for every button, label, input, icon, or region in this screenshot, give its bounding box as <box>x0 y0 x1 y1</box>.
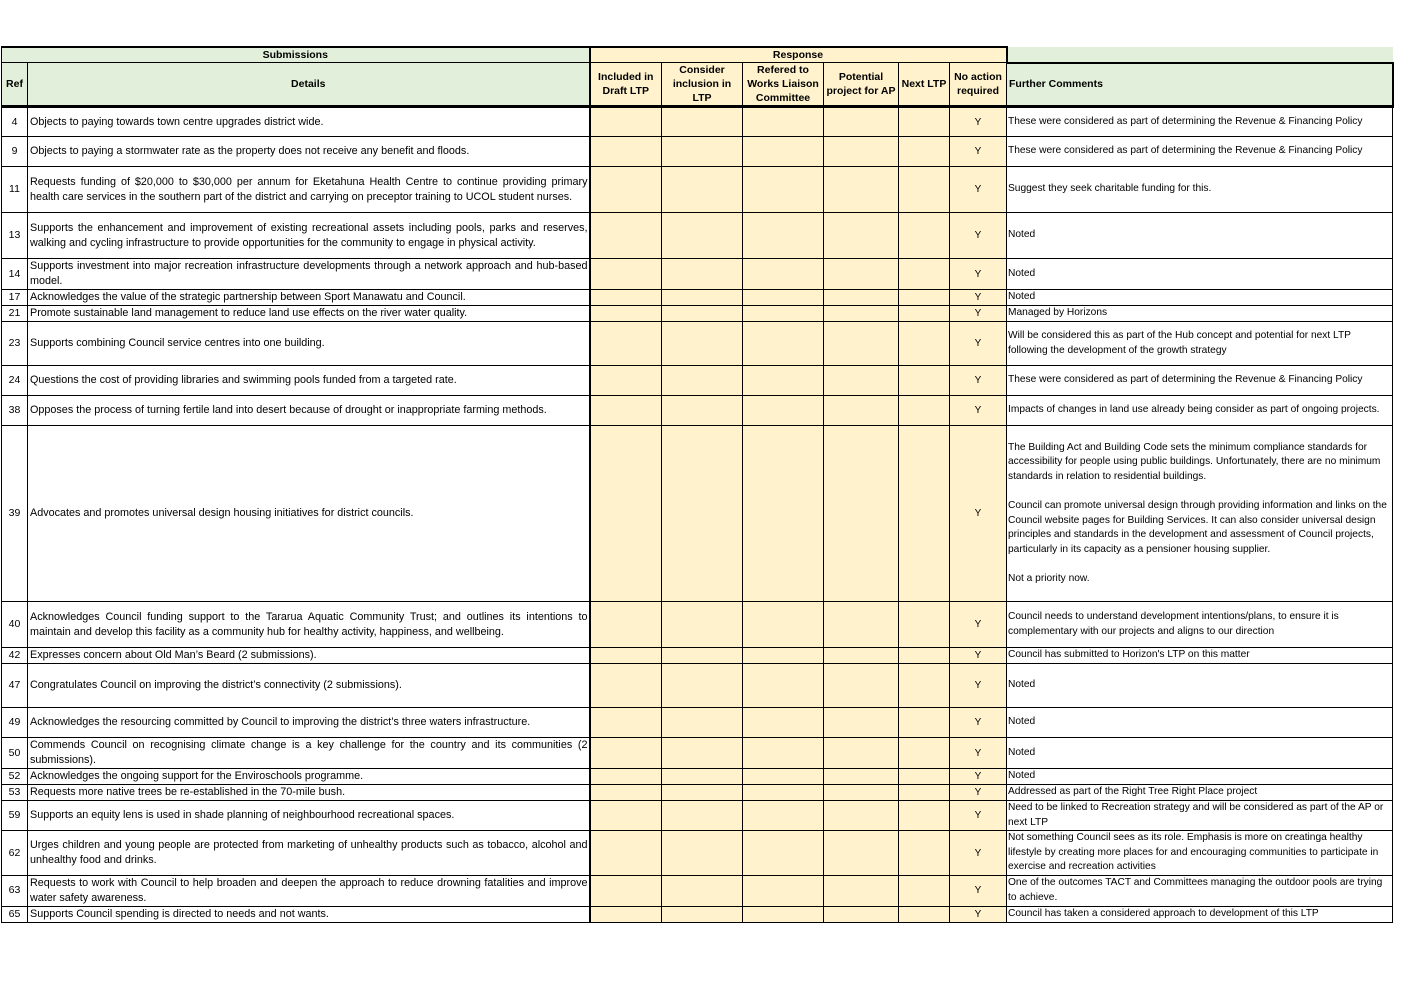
next-ltp-cell <box>899 259 950 290</box>
referred-cell <box>743 167 824 213</box>
no-action-cell: Y <box>950 426 1007 602</box>
ref-cell: 17 <box>2 290 28 306</box>
referred-cell <box>743 602 824 648</box>
ref-cell: 24 <box>2 366 28 396</box>
included-cell <box>590 906 662 922</box>
included-cell <box>590 137 662 167</box>
consider-cell <box>662 648 743 664</box>
comments-cell: These were considered as part of determining the Revenue & Financing Policy <box>1007 366 1393 396</box>
referred-cell <box>743 738 824 769</box>
consider-cell <box>662 107 743 137</box>
table-row <box>2 259 1393 290</box>
col-header-potential: Potential project for AP <box>824 63 899 107</box>
referred-cell <box>743 831 824 876</box>
next-ltp-cell <box>899 801 950 831</box>
potential-cell <box>824 213 899 259</box>
no-action-cell: Y <box>950 306 1007 322</box>
next-ltp-cell <box>899 167 950 213</box>
table-row <box>2 396 1393 426</box>
potential-cell <box>824 290 899 306</box>
ref-cell: 59 <box>2 801 28 831</box>
no-action-cell: Y <box>950 785 1007 801</box>
included-cell <box>590 306 662 322</box>
col-header-referred: Refered to Works Liaison Committee <box>743 63 824 107</box>
comments-cell: Council has submitted to Horizon's LTP on this matter <box>1007 648 1393 664</box>
table-row <box>2 306 1393 322</box>
details-cell: Acknowledges the ongoing support for the Enviroschools programme. <box>28 769 590 785</box>
potential-cell <box>824 322 899 366</box>
table-row <box>2 322 1393 366</box>
potential-cell <box>824 831 899 876</box>
ref-cell: 38 <box>2 396 28 426</box>
included-cell <box>590 664 662 708</box>
potential-cell <box>824 426 899 602</box>
referred-cell <box>743 708 824 738</box>
next-ltp-cell <box>899 831 950 876</box>
referred-cell <box>743 875 824 906</box>
included-cell <box>590 785 662 801</box>
next-ltp-cell <box>899 708 950 738</box>
consider-cell <box>662 426 743 602</box>
referred-cell <box>743 426 824 602</box>
submissions-response-sheet <box>1 46 1394 923</box>
details-cell: Supports the enhancement and improvement of existing recreational assets including pools, parks and reserves, walking and cycling infrastructure to provide opportunities for the community to engage in physical activity. <box>28 213 590 259</box>
next-ltp-cell <box>899 426 950 602</box>
submission-rows <box>2 107 1393 923</box>
consider-cell <box>662 306 743 322</box>
no-action-cell: Y <box>950 107 1007 137</box>
details-cell: Objects to paying towards town centre upgrades district wide. <box>28 107 590 137</box>
consider-cell <box>662 785 743 801</box>
comments-cell: These were considered as part of determining the Revenue & Financing Policy <box>1007 107 1393 137</box>
table-row <box>2 290 1393 306</box>
ref-cell: 11 <box>2 167 28 213</box>
next-ltp-cell <box>899 366 950 396</box>
no-action-cell: Y <box>950 322 1007 366</box>
table-row <box>2 107 1393 137</box>
consider-cell <box>662 875 743 906</box>
details-cell: Supports an equity lens is used in shade planning of neighbourhood recreational spaces. <box>28 801 590 831</box>
next-ltp-cell <box>899 648 950 664</box>
comments-cell: Noted <box>1007 290 1393 306</box>
potential-cell <box>824 906 899 922</box>
ref-cell: 52 <box>2 769 28 785</box>
details-cell: Requests to work with Council to help broaden and deepen the approach to reduce drowning fatalities and improve water safety awareness. <box>28 875 590 906</box>
potential-cell <box>824 648 899 664</box>
potential-cell <box>824 602 899 648</box>
potential-cell <box>824 137 899 167</box>
ref-cell: 23 <box>2 322 28 366</box>
included-cell <box>590 322 662 366</box>
next-ltp-cell <box>899 137 950 167</box>
details-cell: Questions the cost of providing libraries and swimming pools funded from a targeted rate. <box>28 366 590 396</box>
potential-cell <box>824 259 899 290</box>
referred-cell <box>743 366 824 396</box>
no-action-cell: Y <box>950 137 1007 167</box>
no-action-cell: Y <box>950 396 1007 426</box>
comments-cell: Addressed as part of the Right Tree Right Place project <box>1007 785 1393 801</box>
potential-cell <box>824 708 899 738</box>
next-ltp-cell <box>899 396 950 426</box>
no-action-cell: Y <box>950 664 1007 708</box>
next-ltp-cell <box>899 785 950 801</box>
details-cell: Urges children and young people are protected from marketing of unhealthy products such as tobacco, alcohol and unhealthy food and drinks. <box>28 831 590 876</box>
comments-cell: Noted <box>1007 708 1393 738</box>
no-action-cell: Y <box>950 769 1007 785</box>
potential-cell <box>824 396 899 426</box>
consider-cell <box>662 906 743 922</box>
included-cell <box>590 738 662 769</box>
table-row <box>2 769 1393 785</box>
potential-cell <box>824 785 899 801</box>
details-cell: Opposes the process of turning fertile land into desert because of drought or inappropriate farming methods. <box>28 396 590 426</box>
details-cell: Acknowledges the value of the strategic partnership between Sport Manawatu and Council. <box>28 290 590 306</box>
referred-cell <box>743 259 824 290</box>
included-cell <box>590 875 662 906</box>
included-cell <box>590 290 662 306</box>
included-cell <box>590 708 662 738</box>
consider-cell <box>662 167 743 213</box>
comments-cell: Need to be linked to Recreation strategy and will be considered as part of the AP or next LTP <box>1007 801 1393 831</box>
details-cell: Commends Council on recognising climate change is a key challenge for the country and its communities (2 submissions). <box>28 738 590 769</box>
no-action-cell: Y <box>950 167 1007 213</box>
table-row <box>2 137 1393 167</box>
ref-cell: 9 <box>2 137 28 167</box>
table-row <box>2 167 1393 213</box>
included-cell <box>590 831 662 876</box>
consider-cell <box>662 769 743 785</box>
comments-cell: Noted <box>1007 738 1393 769</box>
ref-cell: 21 <box>2 306 28 322</box>
details-cell: Objects to paying a stormwater rate as the property does not receive any benefit and floods. <box>28 137 590 167</box>
col-header-next-ltp: Next LTP <box>899 63 950 107</box>
comments-cell: These were considered as part of determining the Revenue & Financing Policy <box>1007 137 1393 167</box>
no-action-cell: Y <box>950 366 1007 396</box>
included-cell <box>590 648 662 664</box>
ref-cell: 53 <box>2 785 28 801</box>
details-cell: Requests funding of $20,000 to $30,000 per annum for Eketahuna Health Centre to continue providing primary health care services in the southern part of the district and carrying on preceptor training to UCOL student nurses. <box>28 167 590 213</box>
ref-cell: 39 <box>2 426 28 602</box>
consider-cell <box>662 259 743 290</box>
table-row <box>2 664 1393 708</box>
next-ltp-cell <box>899 107 950 137</box>
details-cell: Acknowledges Council funding support to the Tararua Aquatic Community Trust; and outlines its intentions to maintain and develop this facility as a community hub for healthy activity, happiness, and wellbeing. <box>28 602 590 648</box>
table-row <box>2 875 1393 906</box>
table-row <box>2 906 1393 922</box>
included-cell <box>590 801 662 831</box>
table-row <box>2 426 1393 602</box>
col-header-ref: Ref <box>2 63 28 107</box>
ref-cell: 62 <box>2 831 28 876</box>
comments-cell: Suggest they seek charitable funding for this. <box>1007 167 1393 213</box>
column-header-row <box>2 63 1393 107</box>
comments-cell: Council needs to understand development intentions/plans, to ensure it is complementary with our projects and aligns to our direction <box>1007 602 1393 648</box>
no-action-cell: Y <box>950 831 1007 876</box>
next-ltp-cell <box>899 306 950 322</box>
included-cell <box>590 426 662 602</box>
next-ltp-cell <box>899 738 950 769</box>
potential-cell <box>824 107 899 137</box>
next-ltp-cell <box>899 602 950 648</box>
comments-cell: Noted <box>1007 213 1393 259</box>
consider-cell <box>662 213 743 259</box>
potential-cell <box>824 801 899 831</box>
details-cell: Congratulates Council on improving the district’s connectivity (2 submissions). <box>28 664 590 708</box>
table-row <box>2 738 1393 769</box>
no-action-cell: Y <box>950 602 1007 648</box>
ref-cell: 50 <box>2 738 28 769</box>
consider-cell <box>662 137 743 167</box>
no-action-cell: Y <box>950 738 1007 769</box>
referred-cell <box>743 906 824 922</box>
referred-cell <box>743 801 824 831</box>
next-ltp-cell <box>899 664 950 708</box>
ref-cell: 49 <box>2 708 28 738</box>
consider-cell <box>662 801 743 831</box>
referred-cell <box>743 785 824 801</box>
referred-cell <box>743 396 824 426</box>
referred-cell <box>743 290 824 306</box>
referred-cell <box>743 107 824 137</box>
details-cell: Acknowledges the resourcing committed by Council to improving the district’s three waters infrastructure. <box>28 708 590 738</box>
ref-cell: 4 <box>2 107 28 137</box>
comments-cell: Council has taken a considered approach to development of this LTP <box>1007 906 1393 922</box>
table-row <box>2 785 1393 801</box>
no-action-cell: Y <box>950 290 1007 306</box>
comments-cell: Noted <box>1007 664 1393 708</box>
no-action-cell: Y <box>950 648 1007 664</box>
details-cell: Requests more native trees be re-established in the 70-mile bush. <box>28 785 590 801</box>
table-row <box>2 366 1393 396</box>
col-header-no-action: No action required <box>950 63 1007 107</box>
details-cell: Promote sustainable land management to reduce land use effects on the river water quality. <box>28 306 590 322</box>
referred-cell <box>743 648 824 664</box>
referred-cell <box>743 664 824 708</box>
included-cell <box>590 396 662 426</box>
included-cell <box>590 107 662 137</box>
col-header-included: Included in Draft LTP <box>590 63 662 107</box>
table-row <box>2 648 1393 664</box>
no-action-cell: Y <box>950 801 1007 831</box>
potential-cell <box>824 167 899 213</box>
ref-cell: 40 <box>2 602 28 648</box>
next-ltp-cell <box>899 906 950 922</box>
consider-cell <box>662 322 743 366</box>
no-action-cell: Y <box>950 259 1007 290</box>
ref-cell: 14 <box>2 259 28 290</box>
comments-cell: Noted <box>1007 259 1393 290</box>
submissions-table <box>1 46 1394 923</box>
comments-cell: Not something Council sees as its role. Emphasis is more on creatinga healthy lifestyle by creating more places for and encouraging communities to participate in exercise and recreation activities <box>1007 831 1393 876</box>
details-cell: Supports combining Council service centres into one building. <box>28 322 590 366</box>
ref-cell: 47 <box>2 664 28 708</box>
table-row <box>2 602 1393 648</box>
potential-cell <box>824 769 899 785</box>
referred-cell <box>743 213 824 259</box>
referred-cell <box>743 137 824 167</box>
next-ltp-cell <box>899 769 950 785</box>
comments-cell: Noted <box>1007 769 1393 785</box>
details-cell: Supports Council spending is directed to needs and not wants. <box>28 906 590 922</box>
included-cell <box>590 259 662 290</box>
next-ltp-cell <box>899 213 950 259</box>
referred-cell <box>743 322 824 366</box>
consider-cell <box>662 738 743 769</box>
comments-cell: Managed by Horizons <box>1007 306 1393 322</box>
next-ltp-cell <box>899 290 950 306</box>
table-row <box>2 213 1393 259</box>
comments-cell: One of the outcomes TACT and Committees managing the outdoor pools are trying to achieve. <box>1007 875 1393 906</box>
col-header-consider: Consider inclusion in LTP <box>662 63 743 107</box>
consider-cell <box>662 831 743 876</box>
col-header-comments: Further Comments <box>1007 63 1393 107</box>
potential-cell <box>824 306 899 322</box>
included-cell <box>590 366 662 396</box>
ref-cell: 63 <box>2 875 28 906</box>
no-action-cell: Y <box>950 906 1007 922</box>
next-ltp-cell <box>899 322 950 366</box>
col-header-details: Details <box>28 63 590 107</box>
potential-cell <box>824 366 899 396</box>
group-header-row <box>2 47 1393 63</box>
comments-cell: Impacts of changes in land use already being consider as part of ongoing projects. <box>1007 396 1393 426</box>
ref-cell: 13 <box>2 213 28 259</box>
next-ltp-cell <box>899 875 950 906</box>
potential-cell <box>824 738 899 769</box>
no-action-cell: Y <box>950 708 1007 738</box>
ref-cell: 42 <box>2 648 28 664</box>
potential-cell <box>824 664 899 708</box>
potential-cell <box>824 875 899 906</box>
ref-cell: 65 <box>2 906 28 922</box>
consider-cell <box>662 664 743 708</box>
consider-cell <box>662 602 743 648</box>
referred-cell <box>743 306 824 322</box>
included-cell <box>590 213 662 259</box>
submissions-group-header: Submissions <box>2 47 590 63</box>
comments-cell: The Building Act and Building Code sets the minimum compliance standards for accessibility for people using public buildings. Unfortunately, there are no minimum standards in relation to residential buildings. Council can promote universal design through providing information and links on the Council website pages for Building Services. It can also consider universal design principles and standards in the development and assessment of Council projects, particularly in its capacity as a pensioner housing supplier. Not a priority now. <box>1007 426 1393 602</box>
referred-cell <box>743 769 824 785</box>
no-action-cell: Y <box>950 213 1007 259</box>
details-cell: Supports investment into major recreation infrastructure developments through a network approach and hub-based model. <box>28 259 590 290</box>
table-row <box>2 708 1393 738</box>
details-cell: Expresses concern about Old Man’s Beard (2 submissions). <box>28 648 590 664</box>
table-row <box>2 831 1393 876</box>
details-cell: Advocates and promotes universal design housing initiatives for district councils. <box>28 426 590 602</box>
included-cell <box>590 167 662 213</box>
consider-cell <box>662 396 743 426</box>
comments-cell: Will be considered this as part of the Hub concept and potential for next LTP following the development of the growth strategy <box>1007 322 1393 366</box>
response-group-header: Response <box>590 47 1007 63</box>
included-cell <box>590 602 662 648</box>
consider-cell <box>662 290 743 306</box>
consider-cell <box>662 366 743 396</box>
included-cell <box>590 769 662 785</box>
comments-group-spacer <box>1007 47 1393 63</box>
no-action-cell: Y <box>950 875 1007 906</box>
consider-cell <box>662 708 743 738</box>
table-row <box>2 801 1393 831</box>
